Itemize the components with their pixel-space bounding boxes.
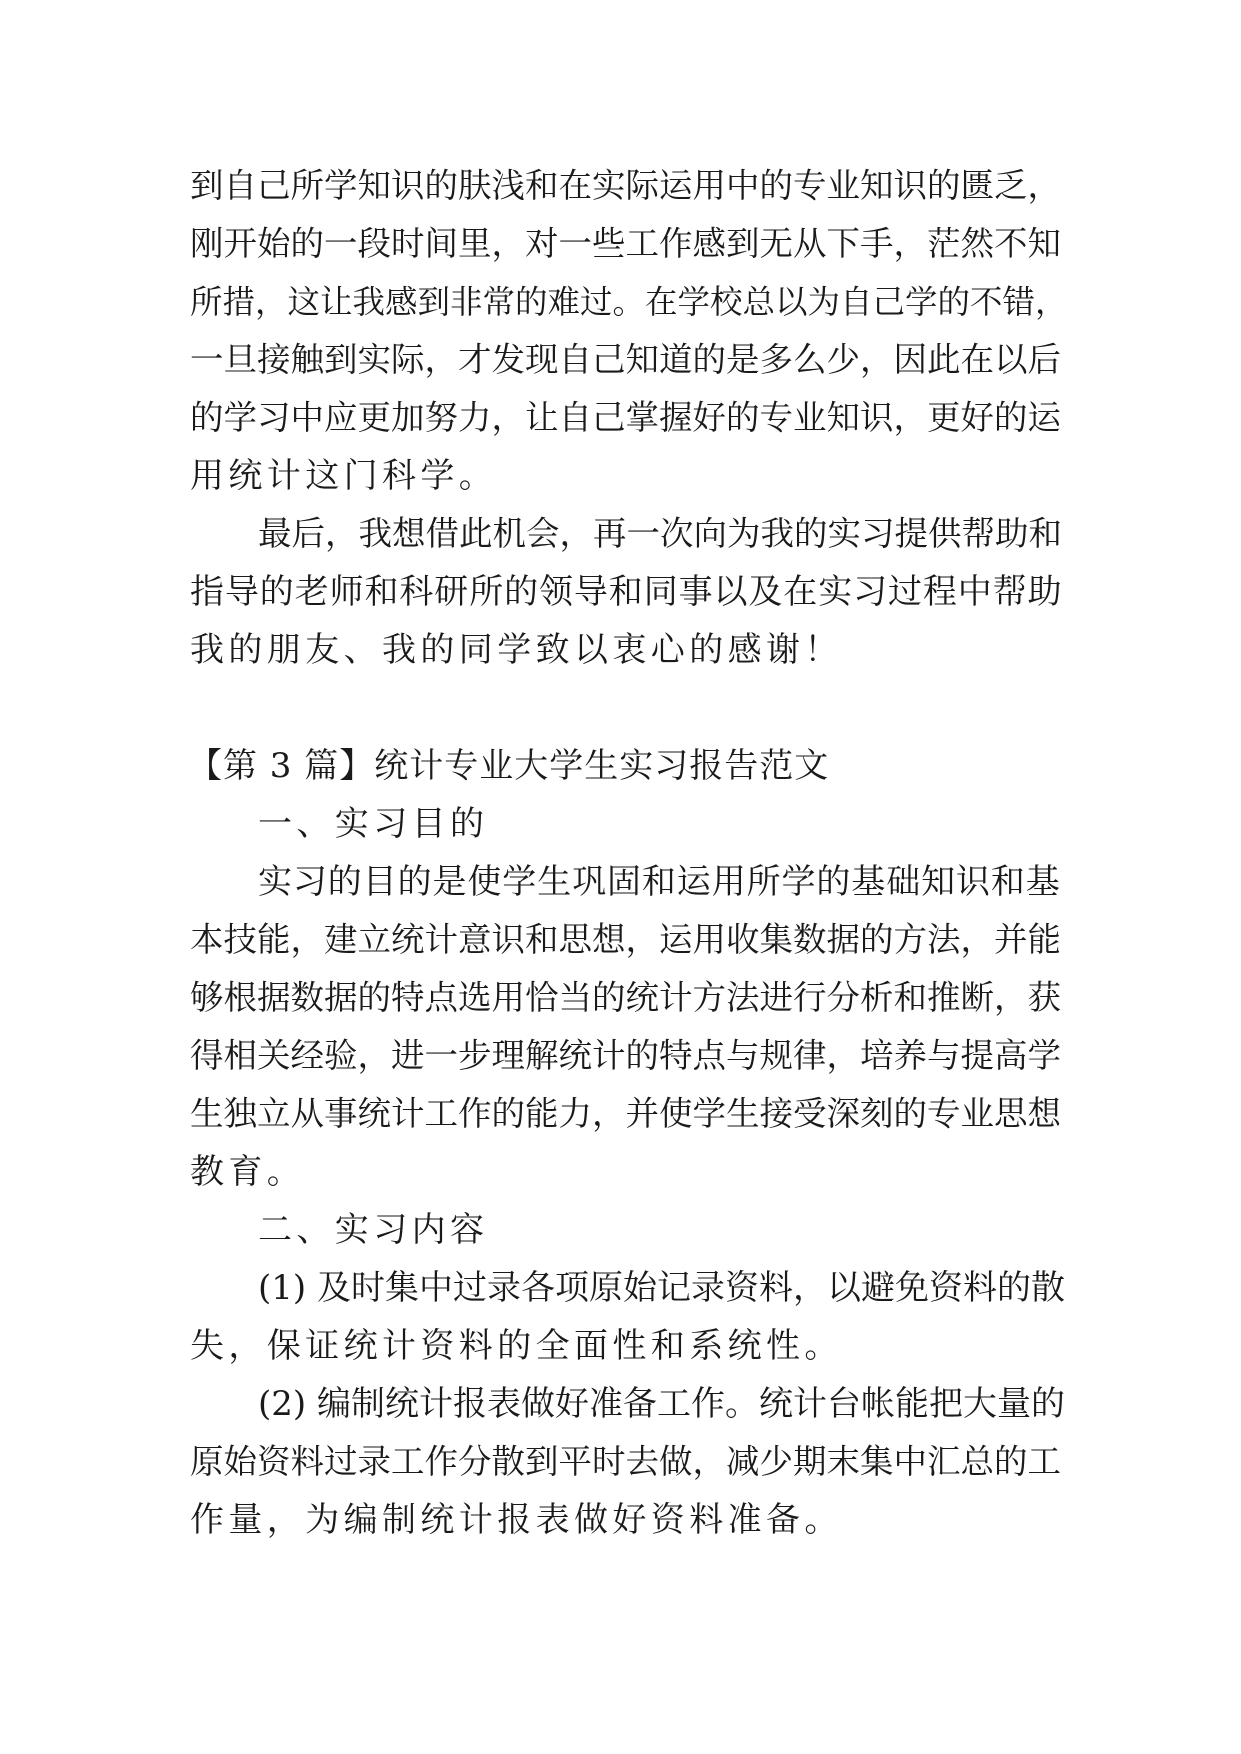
paragraph-line: 我的朋友、我的同学致以衷心的感谢！: [190, 630, 843, 670]
paragraph-line: 够根据数据的特点选用恰当的统计方法进行分析和推断，获: [190, 978, 1061, 1017]
paragraph-line: (2) 编制统计报表做好准备工作。统计台帐能把大量的: [258, 1384, 1065, 1424]
subheading: 二、实习内容: [258, 1210, 489, 1250]
paragraph-line: 刚开始的一段时间里，对一些工作感到无从下手，茫然不知: [190, 224, 1061, 263]
paragraph-line: 的学习中应更加努力，让自己掌握好的专业知识，更好的运: [190, 398, 1061, 437]
paragraph-line: 原始资料过录工作分散到平时去做，减少期末集中汇总的工: [190, 1442, 1061, 1481]
paragraph-line: 作量，为编制统计报表做好资料准备。: [190, 1500, 843, 1540]
paragraph-line: 得相关经验，进一步理解统计的特点与规律，培养与提高学: [190, 1036, 1061, 1075]
subheading: 一、实习目的: [258, 804, 489, 844]
paragraph-line: 教育。: [190, 1152, 306, 1192]
paragraph-line: (1) 及时集中过录各项原始记录资料，以避免资料的散: [258, 1268, 1065, 1308]
paragraph-line: 实习的目的是使学生巩固和运用所学的基础知识和基: [258, 862, 1061, 902]
section-title: 【第 3 篇】统计专业大学生实习报告范文: [188, 746, 830, 786]
paragraph-line: 失，保证统计资料的全面性和系统性。: [190, 1326, 843, 1366]
paragraph-line: 本技能，建立统计意识和思想，运用收集数据的方法，并能: [190, 920, 1061, 959]
paragraph-line: 到自己所学知识的肤浅和在实际运用中的专业知识的匮乏，: [190, 166, 1061, 205]
paragraph-line: 一旦接触到实际，才发现自己知道的是多么少，因此在以后: [190, 340, 1061, 379]
paragraph-line: 最后，我想借此机会，再一次向为我的实习提供帮助和: [258, 514, 1062, 553]
paragraph-line: 用统计这门科学。: [190, 456, 498, 496]
paragraph-line: 生独立从事统计工作的能力，并使学生接受深刻的专业思想: [190, 1094, 1061, 1133]
paragraph-line: 所措，这让我感到非常的难过。在学校总以为自己学的不错，: [190, 283, 1068, 321]
paragraph-line: 指导的老师和科研所的领导和同事以及在实习过程中帮助: [190, 572, 1063, 612]
